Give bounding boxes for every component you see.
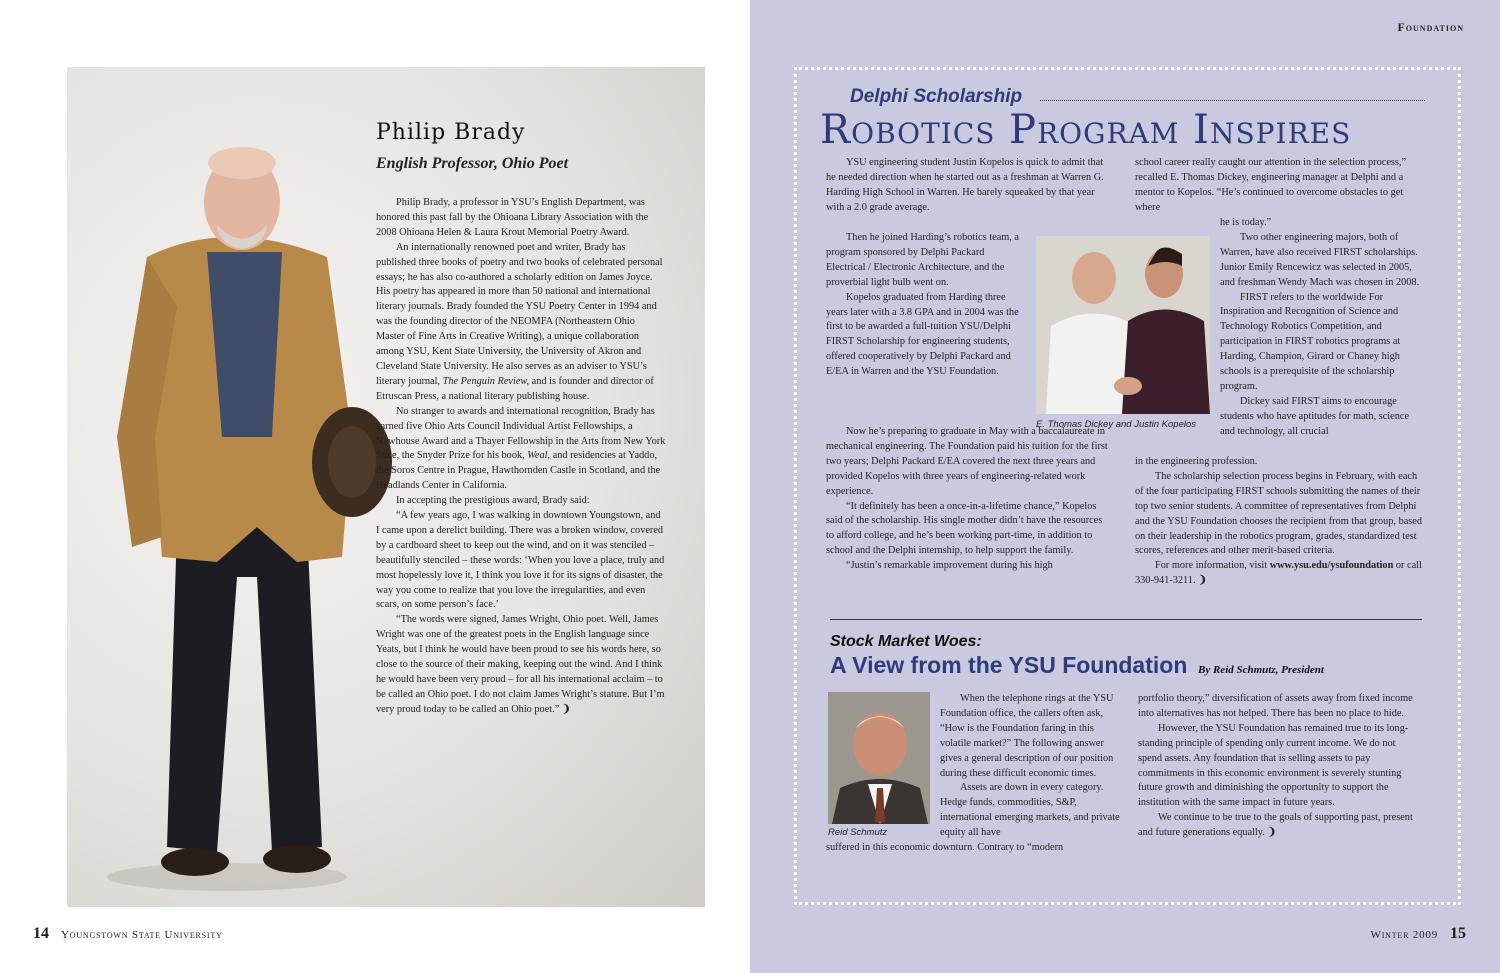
kicker-dotted-rule <box>1040 100 1425 101</box>
stock-column-1-bottom <box>826 841 1121 856</box>
stock-kicker: Stock Market Woes: <box>830 633 982 650</box>
photo-caption: E. Thomas Dickey and Justin Kopelos <box>1036 419 1196 430</box>
robotics-column-1-wrap <box>826 231 1022 380</box>
paragraph: in the engineering profession. <box>1135 456 1258 467</box>
dickey-kopelos-image <box>1036 236 1210 414</box>
paragraph: Now he’s preparing to graduate in May with a baccalaureate in mechanical engineering. The Foundation paid his tuition for the first two years; Delphi Packard E/EA covered the next three years and provided Kopelos with three years of engineering-related work experience. <box>826 426 1108 497</box>
right-page <box>750 0 1500 973</box>
section-label: Foundation <box>1397 20 1464 34</box>
paragraph: Two other engineering majors, both of Warren, have also received FIRST scholarships. Junior Emily Rencewicz was selected in 2005, and freshman Wendy Mach was chosen in 2008. <box>1220 231 1420 288</box>
paragraph: The scholarship selection process begins in February, with each of the four participating FIRST schools submitting the names of their top two senior students. A committee of representatives from Delphi and the YSU Foundation chooses the recipient from that group, based on their leadership in the robotics program, grades, standardized test scores, references and other merit-based criteria. <box>1135 470 1423 557</box>
info-prefix: For more information, visit <box>1155 560 1270 572</box>
paragraph: Dickey said FIRST aims to encourage students who have aptitudes for math, science and technology, all crucial <box>1220 395 1410 437</box>
stock-column-2 <box>1138 692 1420 841</box>
paragraph: Philip Brady, a professor in YSU’s English Department, was honored this past fall by the Ohioana Library Association with the 2008 Ohioana Helen & Laura Krout Memorial Poetry Award. <box>376 197 649 238</box>
paragraph: portfolio theory,” diversification of assets away from fixed income into alternatives has not helped. There has been no place to hide. <box>1138 693 1413 719</box>
paragraph-text: We continue to be true to the goals of supporting past, present and future generations equally. <box>1138 812 1413 839</box>
paragraph: “A few years ago, I was walking in downtown Youngstown, and I came upon a derelict building. There was a broken window, covered by a cardboard sheet to keep out the wind, and on it was stenciled – beautifully stenciled – these words: ‘When you love a place, truly and most hopelessly love it, I think you love it for its signs of disaster, the way you come to realize that you love the irregularities, and even scars, on some person’s face.’ <box>376 510 665 611</box>
paragraph-text: and residencies at Yaddo, the Soros Centre in Prague, Hawthornden Castle in Scotland, and the Headlands Center in California. <box>376 450 661 492</box>
paragraph: However, the YSU Foundation has remained true to its long-standing principle of spending only current income. We do not spend assets. Any foundation that is selling assets to pay commitments in this economic environment is severely stunting future growth and diminishing the opportunity to support the institution with the same impact in future years. <box>1138 722 1409 809</box>
paragraph: FIRST refers to the worldwide For Inspiration and Recognition of Science and Technology Robotics Competition, and participation in FIRST robotics programs at Harding, Champion, Girard or Chaney high schools is a prerequisite of the scholarship program. <box>1220 291 1401 392</box>
stock-byline: By Reid Schmutz, President <box>1198 664 1324 676</box>
page-number: 15 <box>1450 925 1466 942</box>
robotics-column-1-top <box>826 156 1108 216</box>
paragraph <box>1135 559 1425 589</box>
robotics-column-1-bottom <box>826 425 1108 574</box>
book-name: Weal, <box>527 450 551 462</box>
section-divider <box>830 619 1422 620</box>
paragraph: In accepting the prestigious award, Brady said: <box>396 495 590 507</box>
portrait-caption: Reid Schmutz <box>828 827 888 838</box>
paragraph: school career really caught our attention in the selection process,” recalled E. Thomas Dickey, engineering manager at Delphi and a mentor to Kopelos. “He’s continued to overcome obstacles to get where <box>1135 157 1407 213</box>
issue-season: Winter 2009 <box>1370 929 1438 941</box>
brady-article-body <box>376 196 666 718</box>
info-suffix: or call 330-941-3211. <box>1135 560 1422 587</box>
schmutz-portrait-photo <box>828 692 930 824</box>
paragraph-text: No stranger to awards and international recognition, Brady has earned five Ohio Arts Council Individual Artist Fellowships, a Newhouse Award and a Thayer Fellowship in the Arts from New York State, the Snyder Prize for his book, <box>376 405 666 462</box>
foundation-url-link[interactable]: www.ysu.edu/ysufoundation <box>1269 560 1394 572</box>
paragraph: Then he joined Harding’s robotics team, a program sponsored by Delphi Packard Electrical / Electronic Architecture, and the proverbial light bulb went on. <box>826 232 1019 288</box>
robotics-column-2-top <box>1135 156 1425 216</box>
paragraph <box>376 241 666 405</box>
end-mark-icon: ❩ <box>1267 827 1277 839</box>
brady-portrait-image <box>107 107 407 897</box>
delphi-kicker: Delphi Scholarship <box>850 86 1023 107</box>
left-footer <box>33 925 223 943</box>
paragraph-text: “The words were signed, James Wright, Ohio poet. Well, James Wright was one of the greatest poets in the English language since Yeats, but I think he would have been proud to see his words here, so close to the source of their making, keeping out the wind. And I think he would have been very proud – for all his international acclaim – to be called an Ohio poet. I do not claim James Wright’s stature. But I’m very proud today to be called an Ohio poet.” <box>376 614 665 715</box>
robotics-column-2-wrap <box>1220 216 1425 440</box>
paragraph <box>376 613 666 717</box>
page-number: 14 <box>33 925 49 942</box>
paragraph: suffered in this economic downturn. Contrary to “modern <box>826 842 1064 853</box>
paragraph: he is today.” <box>1220 217 1272 228</box>
paragraph: YSU engineering student Justin Kopelos is quick to admit that he needed direction when he started out as a freshman at Warren G. Harding High School in Warren. He barely squeaked by that year with a 2.0 grade average. <box>826 157 1104 213</box>
paragraph <box>1138 811 1420 841</box>
article-title-philip-brady: Philip Brady <box>376 120 526 145</box>
paragraph: When the telephone rings at the YSU Foundation office, the callers often ask, “How is the Foundation faring in this volatile market?” The following answer gives a general description of our position during these difficult economic times. <box>940 693 1114 779</box>
paragraph <box>376 405 666 494</box>
paragraph-text: An internationally renowned poet and writer, Brady has published three books of poetry and two books of celebrated personal essays; he has also co-authored a scholarly edition on James Joyce. His poetry has appeared in more than 50 national and international literary journals. Brady founded the YSU Poetry Center in 1994 and was the founding director of the NEOMFA (Northeastern Ohio Master of Fine Arts in Creative Writing), a unique collaboration among YSU, Kent State University, the University of Akron and Cleveland State University. He also serves as an adviser to YSU’s literary journal, <box>376 241 663 387</box>
schmutz-portrait-image <box>828 692 930 824</box>
article-subtitle: English Professor, Ohio Poet <box>376 155 569 172</box>
right-footer <box>1371 925 1466 943</box>
paragraph-text: and is founder and director of Etruscan Press, a national literary publishing house. <box>376 375 654 402</box>
paragraph: “It definitely has been a once-in-a-lifetime chance,” Kopelos said of the scholarship. His single mother didn’t have the resources to afford college, and he’s been working part-time, in addition to school and the Delphi internship, to help support the family. <box>826 500 1103 557</box>
dickey-kopelos-photo <box>1036 236 1210 414</box>
paragraph: Assets are down in every category. Hedge funds, commodities, S&P, international emerging markets, and private equity all have <box>940 782 1120 839</box>
paragraph: “Justin’s remarkable improvement during his high <box>846 560 1053 572</box>
robotics-headline: Robotics Program Inspires <box>820 107 1352 153</box>
robotics-column-2-bottom <box>1135 455 1425 589</box>
journal-name: The Penguin Review, <box>442 375 530 387</box>
paragraph: Kopelos graduated from Harding three years later with a 3.8 GPA and in 2004 was the first to be awarded a full-tuition YSU/Delphi FIRST Scholarship for engineering students, offered cooperatively by Delphi Packard and E/EA in Warren and the YSU Foundation. <box>826 291 1019 378</box>
end-mark-icon: ❩ <box>561 703 571 715</box>
stock-column-1-wrap <box>940 692 1120 841</box>
end-mark-icon: ❩ <box>1198 575 1207 587</box>
stock-headline: A View from the YSU Foundation <box>830 652 1188 678</box>
publication-name: Youngstown State University <box>61 929 223 941</box>
